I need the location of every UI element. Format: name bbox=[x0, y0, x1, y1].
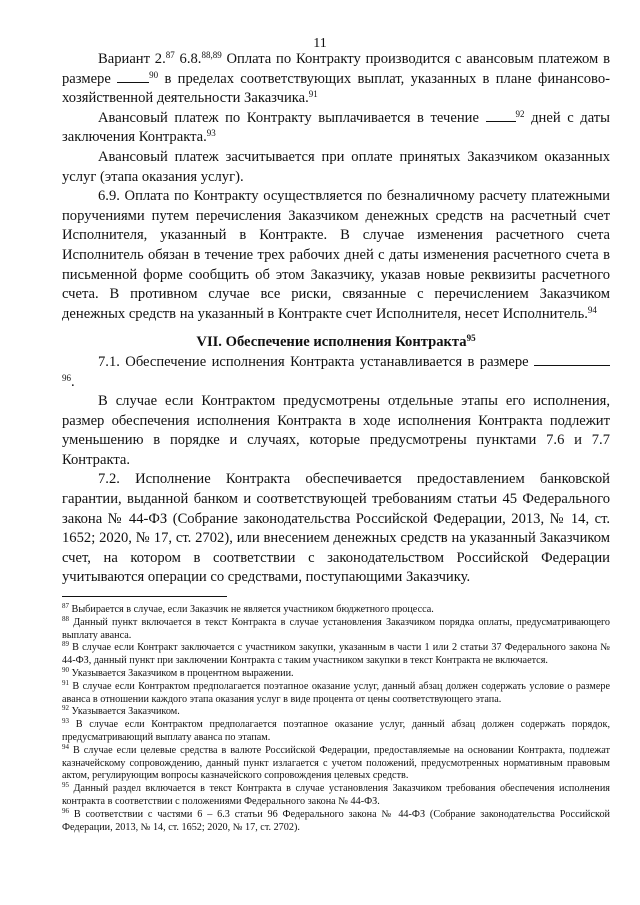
blank-field bbox=[117, 70, 149, 83]
footnote: $^{88}$ Данный пункт включается в текст Контракта в случае установления Заказчиком порядка оплаты, предусматривающего выплату аванса. bbox=[62, 614, 610, 641]
footnote: $^{93}$ В случае если Контрактом предполагается поэтапное оказание услуг, данный абзац должен содержать порядок, предусматривающий выплату аванса по этапам. bbox=[62, 717, 610, 743]
paragraph-stages: В случае если Контрактом предусмотрены отдельные этапы его исполнения, размер обеспечения исполнения Контракта в ходе исполнения Контракта подлежит уменьшению в порядке и случаях, которые предусмотрены пунктами 7.6 и 7.7 Контракта. bbox=[62, 393, 610, 468]
footnote: $^{89}$ В случае если Контракт заключается с участником закупки, указанным в части 1 или 2 статьи 37 Федерального закона № 44-ФЗ, данный пункт при заключении Контракта с таким участником закупки в текст Контракта не включается. bbox=[62, 640, 610, 667]
page-number: 11 bbox=[313, 36, 327, 51]
footnote: $^{91}$ В случае если Контрактом предполагается поэтапное оказание услуг, данный абзац должен содержать условие о размере аванса в отношении каждого этапа оказания услуг в виде процента от цены соответствующего этапа. bbox=[62, 678, 610, 705]
footnote: $^{87}$ Выбирается в случае, если Заказчик не является участником бюджетного процесса. bbox=[62, 602, 434, 615]
main-text bbox=[62, 50, 610, 588]
blank-field bbox=[534, 353, 610, 366]
footnote: $^{90}$ Указывается Заказчиком в процентном выражении. bbox=[62, 665, 294, 679]
paragraph-7-2: 7.2. Исполнение Контракта обеспечивается предоставлением банковской гарантии, выданной банком и соответствующей требованиям статьи 45 Федерального закона № 44-ФЗ (Собрание законодательства Российской Федерации, 2013, № 14, ст. 1652; 2020, № 17, ст. 2702), или внесением денежных средств на указанный Заказчиком счет, на котором в соответствии с законодательством Российской Федерации учитываются операции со средствами, поступающими Заказчику. bbox=[62, 471, 610, 586]
paragraph-advance-offset: Авансовый платеж засчитывается при оплате принятых Заказчиком оказанных услуг (этапа оказания услуг). bbox=[62, 148, 610, 185]
footnotes bbox=[62, 604, 610, 834]
footnote: $^{95}$ Данный раздел включается в текст Контракта в случае установления Заказчиком требования обеспечения исполнения контракта в соответствии с положениями Федерального закона № 44-ФЗ. bbox=[62, 781, 610, 807]
paragraph-advance-term: Авансовый платеж по Контракту выплачивается в течение $^{92}$ дней с даты заключения Контракта.$^{93}$ bbox=[62, 108, 610, 146]
paragraph-variant-2: Вариант 2.87 6.8.$^{88,89}$ Оплата по Контракту производится с авансовым платежом в размере $^{90}$ в пределах соответствующих выплат, указанных в плане финансово-хозяйственной деятельности Заказчика.$^{91}$ bbox=[62, 50, 611, 107]
paragraph-7-1: 7.1. Обеспечение исполнения Контракта устанавливается в размере $^{96}$. bbox=[62, 353, 610, 392]
footnote: $^{92}$ Указывается Заказчиком. bbox=[62, 704, 180, 718]
blank-field bbox=[486, 109, 516, 122]
paragraph-6-9: 6.9. Оплата по Контракту осуществляется по безналичному расчету платежными поручениями путем перечисления Заказчиком денежных средств на расчетный счет Исполнителя, указанный в Контракте. В случае изменения расчетного счета Исполнитель обязан в течение трех рабочих дней с даты изменения расчетного счета в письменной форме сообщить об этом Заказчику, указав новые реквизиты расчетного счета. В противном случае все риски, связанные с перечислением Заказчиком денежных средств на указанный в Контракте счет Исполнителя, несет Исполнитель.$^{94}$ bbox=[62, 188, 610, 322]
footnote-separator bbox=[62, 596, 227, 597]
section-heading: VII. Обеспечение исполнения Контракта$^{95}$ bbox=[196, 333, 476, 351]
footnote: $^{94}$ В случае если целевые средства в валюте Российской Федерации, предоставляемые на основании Контракта, подлежат казначейскому сопровождению, данный пункт излагается с учетом положений, предусмотренных нормативным правовым актом, регулирующим вопросы казначейского сопровождения целевых средств. bbox=[62, 742, 610, 782]
footnote: $^{96}$ В соответствии с частями 6 – 6.3 статьи 96 Федерального закона № 44-ФЗ (Собрание законодательства Российской Федерации, 2013, № 14, ст. 1652; 2020, № 17, ст. 2702). bbox=[62, 806, 610, 833]
